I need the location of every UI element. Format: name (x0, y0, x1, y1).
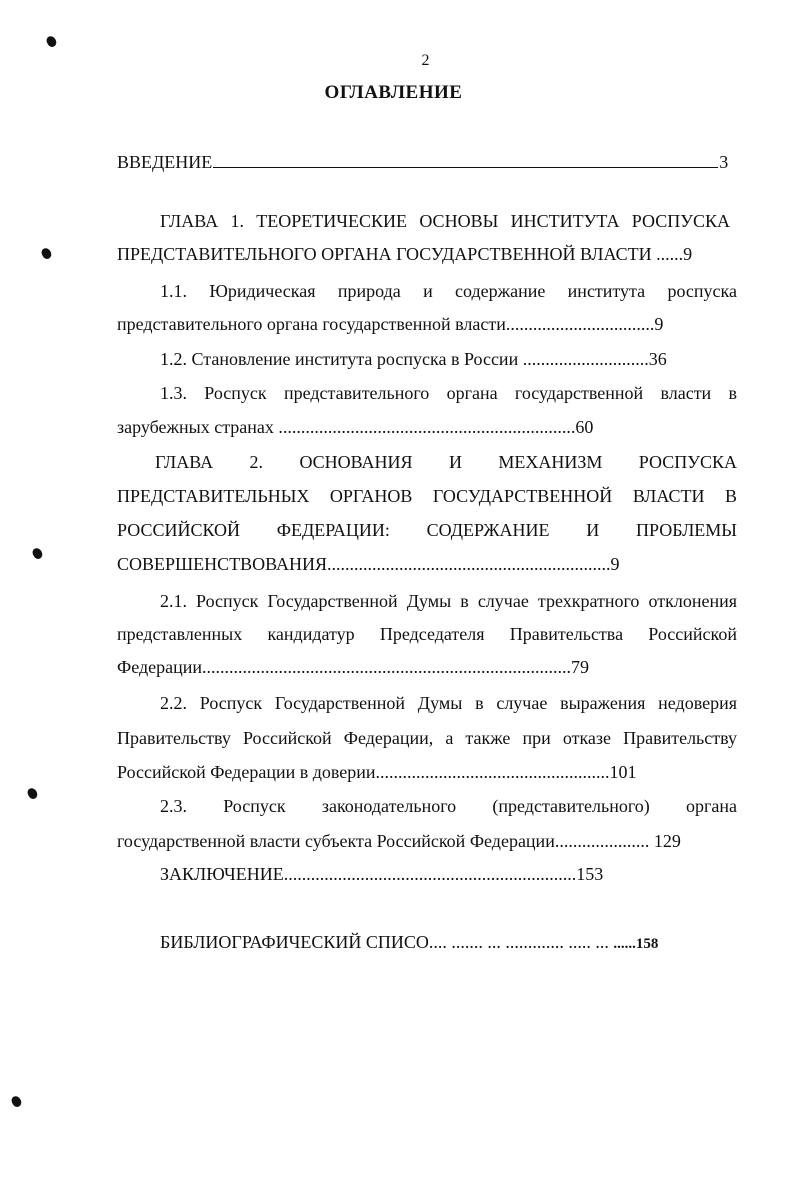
toc-entry-2-1-cont: представленных кандидатур Председателя Правительства Российской (117, 624, 737, 644)
toc-entry-1-2: 1.2. Становление института роспуска в России ............................36 (160, 349, 667, 369)
toc-entry-2-2: 2.2. Роспуск Государственной Думы в случае выражения недоверия (160, 693, 737, 713)
toc-bibliography-label: БИБЛИОГРАФИЧЕСКИЙ СПИСО.... ....... ... ............. ..... ... (160, 932, 609, 952)
toc-entry-2-1-cont: Федерации..................................................................................79 (117, 657, 590, 677)
toc-bibliography-page: ......158 (613, 936, 659, 952)
toc-entry-chapter-2: ГЛАВА 2. ОСНОВАНИЯ И МЕХАНИЗМ РОСПУСКА (155, 452, 737, 472)
scan-mark (26, 787, 39, 801)
toc-entry-2-2-cont: Российской Федерации в доверии....................................................101 (117, 762, 637, 782)
toc-entry-2-3-cont: государственной власти субъекта Российской Федерации..................... 129 (117, 831, 681, 851)
scan-mark (45, 35, 58, 49)
toc-entry-2-2-cont: Правительству Российской Федерации, а также при отказе Правительству (117, 728, 737, 748)
toc-entry-chapter-2-cont: СОВЕРШЕНСТВОВАНИЯ...............................................................9 (117, 554, 620, 574)
toc-entry-chapter-1-cont: ПРЕДСТАВИТЕЛЬНОГО ОРГАНА ГОСУДАРСТВЕННОЙ ВЛАСТИ ......9 (117, 244, 693, 264)
page-number: 2 (421, 52, 430, 69)
toc-entry-1-3: 1.3. Роспуск представительного органа государственной власти в (160, 383, 737, 403)
toc-entry-chapter-2-cont: ПРЕДСТАВИТЕЛЬНЫХ ОРГАНОВ ГОСУДАРСТВЕННОЙ ВЛАСТИ В (117, 486, 737, 506)
leader-line (213, 166, 718, 168)
toc-intro-page: 3 (719, 152, 729, 172)
toc-entry-chapter-1: ГЛАВА 1. ТЕОРЕТИЧЕСКИЕ ОСНОВЫ ИНСТИТУТА РОСПУСКА (160, 211, 730, 231)
toc-entry-1-1: 1.1. Юридическая природа и содержание института роспуска (160, 281, 737, 301)
toc-entry-2-1: 2.1. Роспуск Государственной Думы в случае трехкратного отклонения (160, 591, 737, 611)
scan-mark (40, 247, 53, 261)
toc-intro-label: ВВЕДЕНИЕ (117, 152, 213, 172)
toc-entry-conclusion: ЗАКЛЮЧЕНИЕ.................................................................153 (160, 864, 604, 884)
toc-entry-intro (117, 150, 728, 174)
scan-mark (10, 1095, 23, 1109)
scan-mark (31, 547, 44, 561)
toc-entry-1-1-cont: представительного органа государственной власти.................................9 (117, 314, 664, 334)
toc-entry-bibliography (160, 930, 658, 956)
toc-entry-2-3: 2.3. Роспуск законодательного (представительного) органа (160, 796, 737, 816)
page-title: ОГЛАВЛЕНИЕ (324, 82, 463, 103)
toc-entry-1-3-cont: зарубежных странах ..................................................................60 (117, 417, 594, 437)
toc-entry-chapter-2-cont: РОССИЙСКОЙ ФЕДЕРАЦИИ: СОДЕРЖАНИЕ И ПРОБЛЕМЫ (117, 520, 737, 540)
